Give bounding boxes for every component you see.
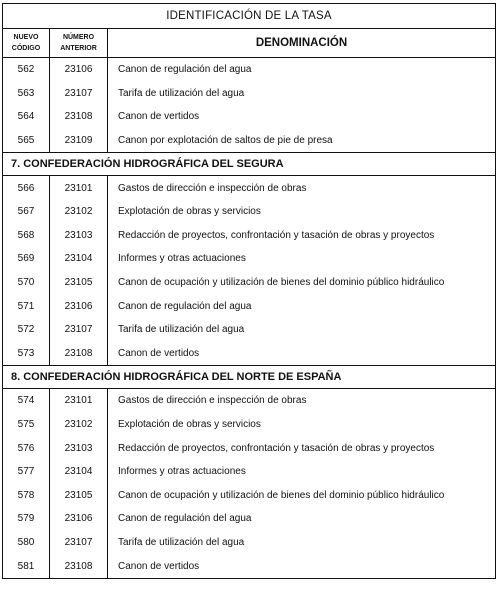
table-row — [3, 294, 496, 318]
new-code-cell: 570 — [3, 271, 50, 295]
new-code-cell: 565 — [3, 129, 50, 153]
denomination-cell: Canon de vertidos — [118, 111, 200, 123]
section-header-row — [3, 153, 496, 176]
previous-number-cell: 23108 — [50, 105, 108, 129]
denomination-cell: Canon por explotación de saltos de pie de presa — [118, 135, 333, 147]
new-code-cell: 581 — [3, 554, 50, 578]
table-row — [3, 318, 496, 342]
table-row — [3, 105, 496, 129]
denomination-cell: Tarifa de utilización del agua — [118, 324, 245, 336]
table-row — [3, 271, 496, 295]
denomination-cell: Explotación de obras y servicios — [118, 206, 261, 218]
denomination-cell: Informes y otras actuaciones — [118, 466, 246, 478]
denomination-cell: Informes y otras actuaciones — [118, 253, 246, 265]
table-header-row — [3, 29, 496, 58]
previous-number-cell: 23108 — [50, 554, 108, 578]
new-code-cell: 563 — [3, 82, 50, 106]
previous-number-cell: 23101 — [50, 176, 108, 200]
table-row — [3, 507, 496, 531]
table-body — [3, 58, 496, 579]
denomination-cell: Canon de ocupación y utilización de bienes del dominio público hidráulico — [118, 277, 445, 289]
denomination-cell: Canon de ocupación y utilización de bienes del dominio público hidráulico — [118, 489, 445, 501]
denomination-cell: Gastos de dirección e inspección de obras — [118, 395, 307, 407]
header-previous-line2: ANTERIOR — [60, 45, 97, 52]
previous-number-cell: 23107 — [50, 318, 108, 342]
table-row — [3, 176, 496, 200]
new-code-cell: 572 — [3, 318, 50, 342]
table-row — [3, 554, 496, 578]
new-code-cell: 576 — [3, 436, 50, 460]
previous-number-cell: 23106 — [50, 58, 108, 82]
fee-identification-table — [2, 3, 496, 579]
denomination-cell: Canon de regulación del agua — [118, 513, 252, 525]
previous-number-cell: 23103 — [50, 224, 108, 248]
previous-number-cell: 23106 — [50, 507, 108, 531]
previous-number-cell: 23107 — [50, 531, 108, 555]
previous-number-cell: 23104 — [50, 460, 108, 484]
table-title-row — [3, 4, 496, 29]
denomination-cell: Tarifa de utilización del agua — [118, 87, 245, 99]
new-code-cell: 562 — [3, 58, 50, 82]
table-title: IDENTIFICACIÓN DE LA TASA — [3, 4, 496, 29]
previous-number-cell: 23102 — [50, 200, 108, 224]
table-row — [3, 200, 496, 224]
table-row — [3, 484, 496, 508]
previous-number-cell: 23102 — [50, 413, 108, 437]
table-row — [3, 531, 496, 555]
denomination-cell: Tarifa de utilización del agua — [118, 536, 245, 548]
header-new-code — [3, 29, 50, 58]
denomination-cell: Canon de vertidos — [118, 560, 200, 572]
previous-number-cell: 23104 — [50, 247, 108, 271]
new-code-cell: 574 — [3, 389, 50, 413]
previous-number-cell: 23106 — [50, 294, 108, 318]
new-code-cell: 564 — [3, 105, 50, 129]
new-code-cell: 579 — [3, 507, 50, 531]
section-title: 7. CONFEDERACIÓN HIDROGRÁFICA DEL SEGURA — [3, 153, 496, 176]
denomination-cell: Gastos de dirección e inspección de obras — [118, 182, 307, 194]
previous-number-cell: 23101 — [50, 389, 108, 413]
denomination-cell: Canon de vertidos — [118, 347, 200, 359]
new-code-cell: 568 — [3, 224, 50, 248]
table-row — [3, 129, 496, 153]
header-previous-line1: NÚMERO — [62, 34, 95, 41]
new-code-cell: 573 — [3, 342, 50, 366]
header-previous-number — [50, 29, 108, 58]
previous-number-cell: 23107 — [50, 82, 108, 106]
table-row — [3, 389, 496, 413]
section-header-row — [3, 366, 496, 389]
previous-number-cell: 23108 — [50, 342, 108, 366]
new-code-cell: 578 — [3, 484, 50, 508]
table-row — [3, 413, 496, 437]
denomination-cell: Canon de regulación del agua — [118, 300, 252, 312]
header-denomination: DENOMINACIÓN — [108, 29, 496, 58]
previous-number-cell: 23103 — [50, 436, 108, 460]
denomination-cell: Redacción de proyectos, confrontación y tasación de obras y proyectos — [118, 229, 435, 241]
denomination-cell: Explotación de obras y servicios — [118, 419, 261, 431]
new-code-cell: 575 — [3, 413, 50, 437]
table-row — [3, 82, 496, 106]
section-title: 8. CONFEDERACIÓN HIDROGRÁFICA DEL NORTE DE ESPAÑA — [3, 366, 496, 389]
header-new-code-line1: NUEVO — [13, 34, 39, 41]
new-code-cell: 580 — [3, 531, 50, 555]
denomination-cell: Redacción de proyectos, confrontación y tasación de obras y proyectos — [118, 442, 435, 454]
previous-number-cell: 23109 — [50, 129, 108, 153]
new-code-cell: 571 — [3, 294, 50, 318]
previous-number-cell: 23105 — [50, 271, 108, 295]
table-row — [3, 342, 496, 366]
new-code-cell: 569 — [3, 247, 50, 271]
table-row — [3, 460, 496, 484]
new-code-cell: 577 — [3, 460, 50, 484]
table-row — [3, 58, 496, 82]
new-code-cell: 567 — [3, 200, 50, 224]
previous-number-cell: 23105 — [50, 484, 108, 508]
denomination-cell: Canon de regulación del agua — [118, 64, 252, 76]
new-code-cell: 566 — [3, 176, 50, 200]
table-row — [3, 436, 496, 460]
header-new-code-line2: CÓDIGO — [11, 45, 41, 52]
table-row — [3, 247, 496, 271]
table-row — [3, 224, 496, 248]
